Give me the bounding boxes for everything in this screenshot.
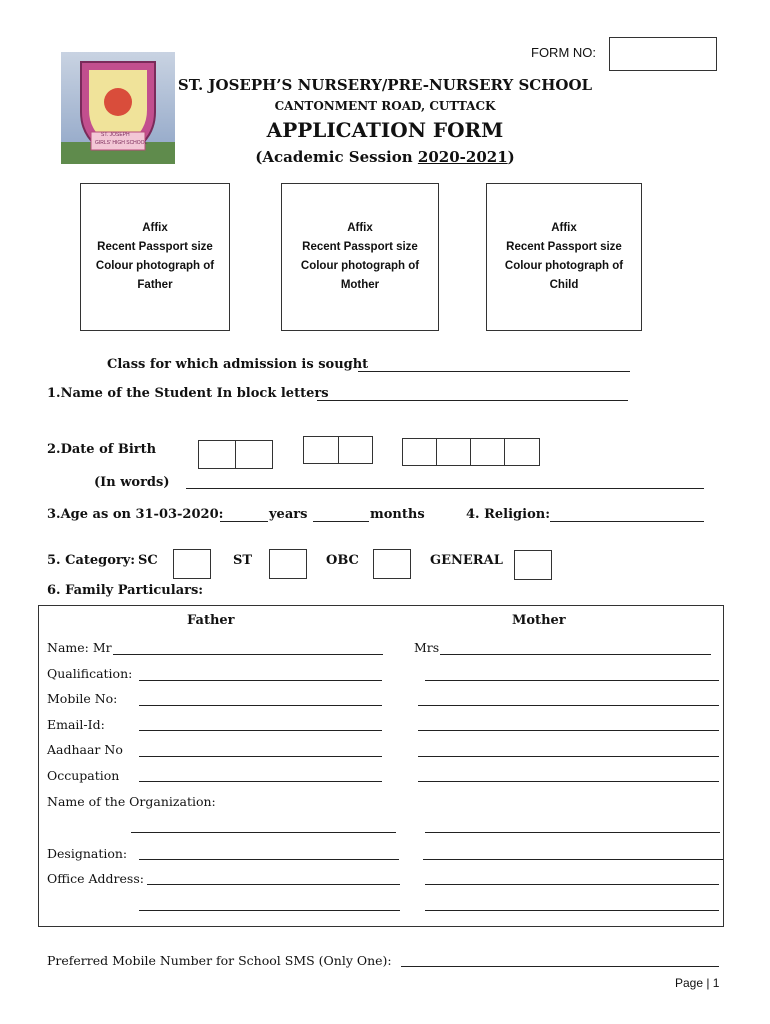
aadhaar-label: Aadhaar No bbox=[47, 742, 123, 757]
qualification-label: Qualification: bbox=[47, 666, 133, 681]
mother-name-label: Mrs bbox=[414, 640, 440, 655]
photo-box-child[interactable] bbox=[486, 183, 642, 331]
father-qualification-field[interactable] bbox=[139, 680, 382, 681]
category-st-label: ST bbox=[233, 553, 253, 568]
religion-field[interactable] bbox=[550, 521, 704, 522]
photo-box-child-text: Affix Recent Passport size Colour photograph of Child bbox=[504, 222, 624, 291]
dob-month-2[interactable] bbox=[338, 436, 373, 464]
photo-box-mother[interactable] bbox=[281, 183, 439, 331]
logo-text-top: ST. JOSEPH bbox=[101, 132, 130, 138]
session-prefix: (Academic Session bbox=[255, 148, 418, 166]
category-obc-checkbox[interactable] bbox=[373, 549, 411, 579]
category-general-checkbox[interactable] bbox=[514, 550, 552, 580]
mother-designation-field[interactable] bbox=[423, 859, 723, 860]
dob-day-2[interactable] bbox=[235, 440, 273, 469]
father-office-address-field-2[interactable] bbox=[139, 910, 400, 911]
dob-words-field[interactable] bbox=[186, 488, 704, 489]
preferred-mobile-label: Preferred Mobile Number for School SMS (Only One): bbox=[47, 953, 392, 968]
photo-box-mother-text: Affix Recent Passport size Colour photograph of Mother bbox=[300, 222, 420, 291]
page-number: Page | 1 bbox=[675, 976, 720, 990]
photo-box-father-text: Affix Recent Passport size Colour photograph of Father bbox=[95, 222, 215, 291]
form-no-label: FORM NO: bbox=[531, 45, 596, 60]
family-particulars-label: 6. Family Particulars: bbox=[47, 583, 204, 598]
mother-occupation-field[interactable] bbox=[418, 781, 719, 782]
dob-year-2[interactable] bbox=[436, 438, 471, 466]
dob-year-4[interactable] bbox=[504, 438, 540, 466]
session-suffix: ) bbox=[507, 148, 515, 166]
father-designation-field[interactable] bbox=[139, 859, 399, 860]
mother-office-address-field[interactable] bbox=[425, 884, 719, 885]
father-email-field[interactable] bbox=[139, 730, 382, 731]
academic-session bbox=[0, 148, 770, 166]
occupation-label: Occupation bbox=[47, 768, 120, 783]
category-st-checkbox[interactable] bbox=[269, 549, 307, 579]
father-office-address-field[interactable] bbox=[147, 884, 400, 885]
designation-label: Designation: bbox=[47, 846, 128, 861]
years-label: years bbox=[269, 507, 308, 522]
photo-box-father[interactable] bbox=[80, 183, 230, 331]
mother-column-header: Mother bbox=[512, 613, 566, 628]
months-label: months bbox=[370, 507, 425, 522]
logo-text-bottom: GIRLS' HIGH SCHOOL bbox=[95, 140, 148, 146]
dob-words-label: (In words) bbox=[94, 475, 170, 490]
office-address-label: Office Address: bbox=[47, 871, 144, 886]
category-label: 5. Category: bbox=[47, 553, 136, 568]
mother-organization-field[interactable] bbox=[425, 832, 720, 833]
father-name-label: Name: Mr bbox=[47, 640, 112, 655]
form-no-input[interactable] bbox=[609, 37, 717, 71]
school-address: CANTONMENT ROAD, CUTTACK bbox=[274, 99, 496, 113]
student-name-field[interactable] bbox=[317, 400, 628, 401]
father-aadhaar-field[interactable] bbox=[139, 756, 382, 757]
category-sc-checkbox[interactable] bbox=[173, 549, 211, 579]
father-organization-field[interactable] bbox=[131, 832, 396, 833]
form-title: APPLICATION FORM bbox=[266, 118, 504, 142]
mother-email-field[interactable] bbox=[418, 730, 719, 731]
dob-label: 2.Date of Birth bbox=[47, 442, 157, 457]
class-sought-label: Class for which admission is sought bbox=[107, 357, 369, 372]
father-column-header: Father bbox=[187, 613, 235, 628]
age-months-field[interactable] bbox=[313, 521, 369, 522]
email-label: Email-Id: bbox=[47, 717, 105, 732]
organization-label: Name of the Organization: bbox=[47, 794, 216, 809]
mother-aadhaar-field[interactable] bbox=[418, 756, 719, 757]
dob-month-1[interactable] bbox=[303, 436, 339, 464]
mother-qualification-field[interactable] bbox=[425, 680, 719, 681]
mother-mobile-field[interactable] bbox=[418, 705, 719, 706]
age-label: 3.Age as on 31-03-2020: bbox=[47, 507, 224, 522]
session-years: 2020-2021 bbox=[417, 148, 508, 166]
father-occupation-field[interactable] bbox=[139, 781, 382, 782]
mother-name-field[interactable] bbox=[440, 654, 711, 655]
school-name: ST. JOSEPH’S NURSERY/PRE-NURSERY SCHOOL bbox=[177, 76, 593, 94]
father-mobile-field[interactable] bbox=[139, 705, 382, 706]
dob-year-3[interactable] bbox=[470, 438, 505, 466]
dob-year-1[interactable] bbox=[402, 438, 437, 466]
mobile-label: Mobile No: bbox=[47, 691, 118, 706]
preferred-mobile-field[interactable] bbox=[401, 966, 719, 967]
dob-day-1[interactable] bbox=[198, 440, 236, 469]
category-general-label: GENERAL bbox=[430, 553, 503, 568]
category-obc-label: OBC bbox=[326, 553, 359, 568]
father-name-field[interactable] bbox=[113, 654, 383, 655]
class-sought-field[interactable] bbox=[358, 371, 630, 372]
student-name-label: 1.Name of the Student In block letters bbox=[47, 386, 329, 401]
category-sc-label: SC bbox=[138, 553, 158, 568]
age-years-field[interactable] bbox=[220, 521, 268, 522]
mother-office-address-field-2[interactable] bbox=[425, 910, 719, 911]
religion-label: 4. Religion: bbox=[466, 507, 550, 522]
